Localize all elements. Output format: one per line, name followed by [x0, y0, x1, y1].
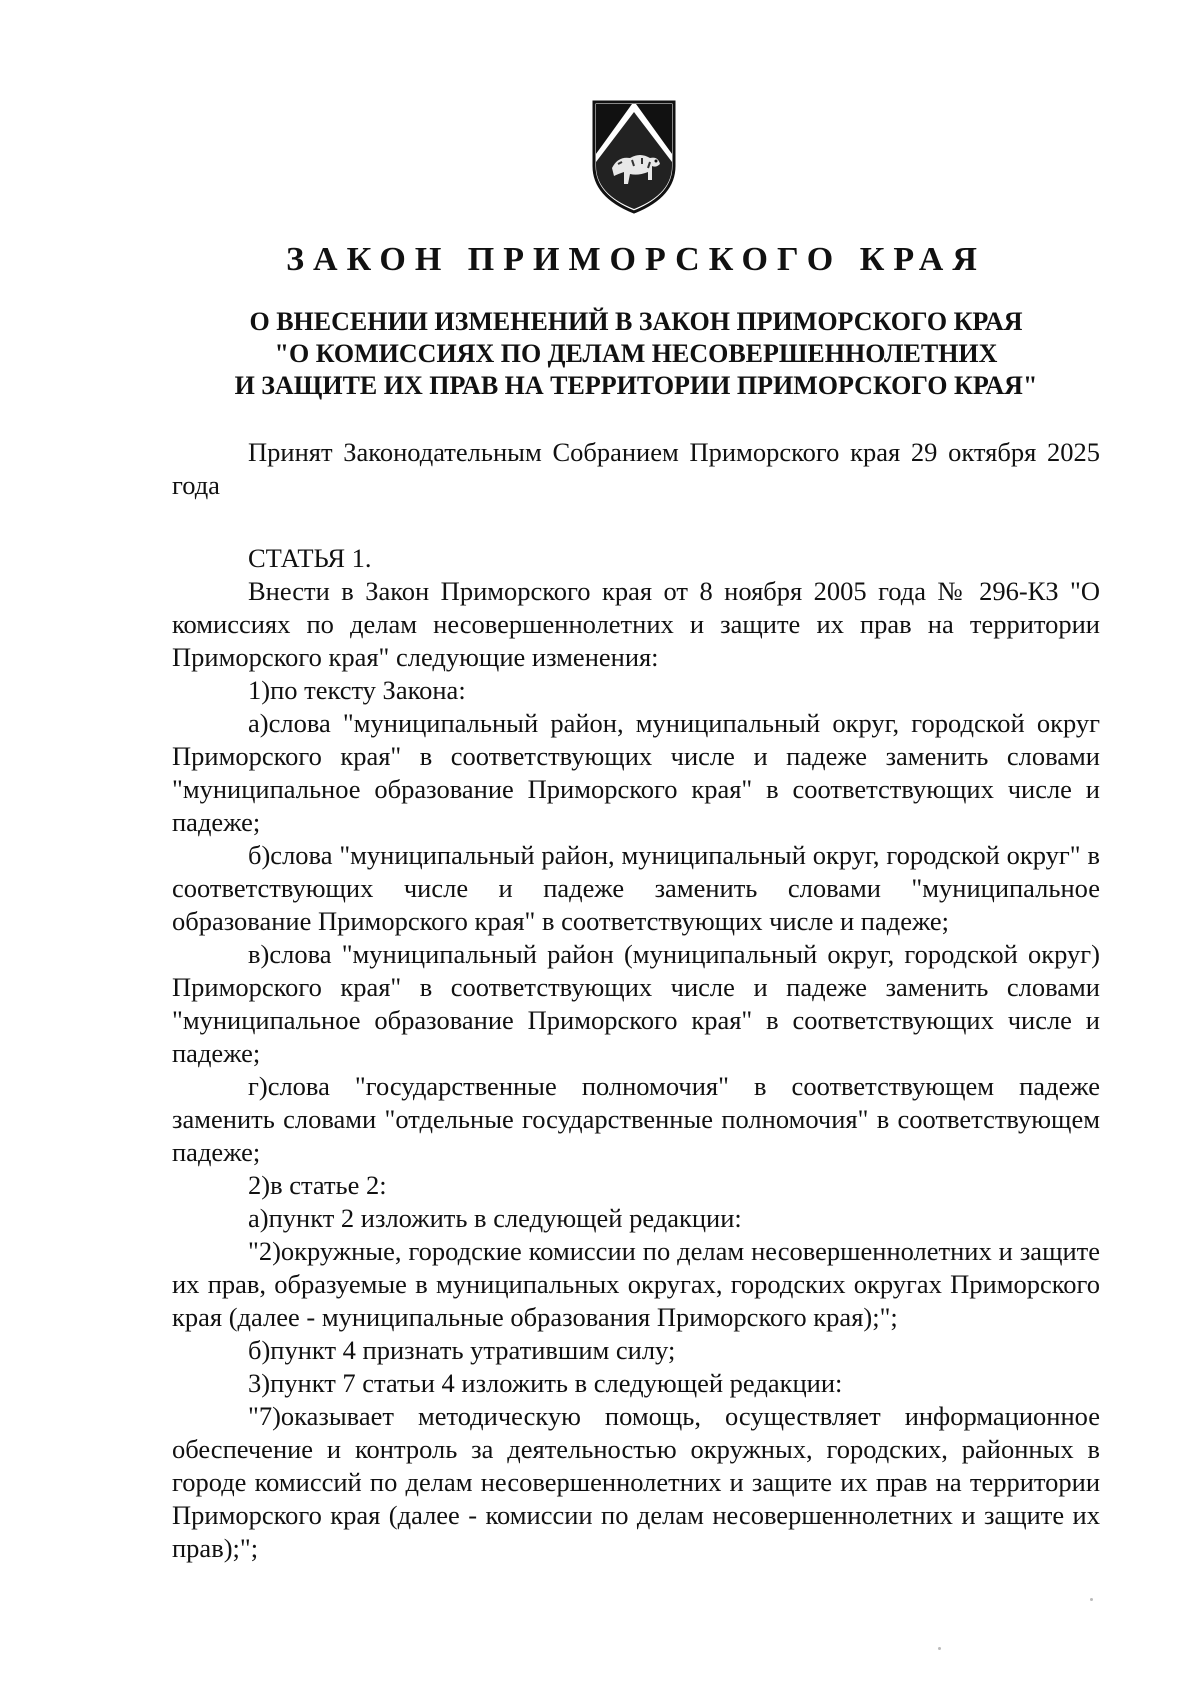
- scan-speck: [1090, 1598, 1093, 1601]
- article-heading: СТАТЬЯ 1.: [248, 543, 372, 573]
- article-paragraph: "2)окружные, городские комиссии по делам несовершеннолетних и защите их прав, образуемые в муниципальных округах, городских округах Приморского края (далее - муниципальные образования Приморского края);";: [172, 1236, 1100, 1332]
- law-subtitle: [172, 306, 1100, 402]
- article-paragraph: г)слова "государственные полномочия" в соответствующем падеже заменить словами "отдельные государственные полномочия" в соответствующем падеже;: [172, 1071, 1100, 1167]
- article-paragraph: 1)по тексту Закона:: [248, 675, 466, 705]
- article-paragraph: б)пункт 4 признать утратившим силу;: [248, 1335, 676, 1365]
- law-subtitle-line: О ВНЕСЕНИИ ИЗМЕНЕНИЙ В ЗАКОН ПРИМОРСКОГО КРАЯ: [249, 307, 1023, 336]
- article-paragraph: "7)оказывает методическую помощь, осуществляет информационное обеспечение и контроль за деятельностью окружных, городских, районных в городе комиссий по делам несовершеннолетних и защите их прав на территории Приморского края (далее - комиссии по делам несовершеннолетних и защите их прав);";: [172, 1401, 1100, 1563]
- article-paragraph: в)слова "муниципальный район (муниципальный округ, городской округ) Приморского края" в соответствующих числе и падеже заменить словами "муниципальное образование Приморского края" в соответствующих числе и падеже;: [172, 939, 1100, 1068]
- scan-speck: [938, 1647, 941, 1650]
- article-paragraph: Внести в Закон Приморского края от 8 ноября 2005 года № 296-КЗ "О комиссиях по делам несовершеннолетних и защите их прав на территории Приморского края" следующие изменения:: [172, 576, 1100, 672]
- adoption-note: Принят Законодательным Собранием Приморского края 29 октября 2025 года: [172, 437, 1100, 500]
- law-title: ЗАКОН ПРИМОРСКОГО КРАЯ: [286, 241, 986, 278]
- article-paragraph: а)пункт 2 изложить в следующей редакции:: [248, 1203, 742, 1233]
- article-paragraph: б)слова "муниципальный район, муниципальный округ, городской округ" в соответствующих числе и падеже заменить словами "муниципальное образование Приморского края" в соответствующих числе и падеже;: [172, 840, 1100, 936]
- law-subtitle-line: "О КОМИССИЯХ ПО ДЕЛАМ НЕСОВЕРШЕННОЛЕТНИХ: [274, 339, 998, 368]
- article-paragraph: 3)пункт 7 статьи 4 изложить в следующей редакции:: [248, 1368, 843, 1398]
- article-paragraph: 2)в статье 2:: [248, 1170, 387, 1200]
- coat-of-arms-icon: [588, 96, 680, 216]
- law-subtitle-line: И ЗАЩИТЕ ИХ ПРАВ НА ТЕРРИТОРИИ ПРИМОРСКОГО КРАЯ": [234, 371, 1038, 400]
- article-paragraph: а)слова "муниципальный район, муниципальный округ, городской округ Приморского края" в соответствующих числе и падеже заменить словами "муниципальное образование Приморского края" в соответствующих числе и падеже;: [172, 708, 1100, 837]
